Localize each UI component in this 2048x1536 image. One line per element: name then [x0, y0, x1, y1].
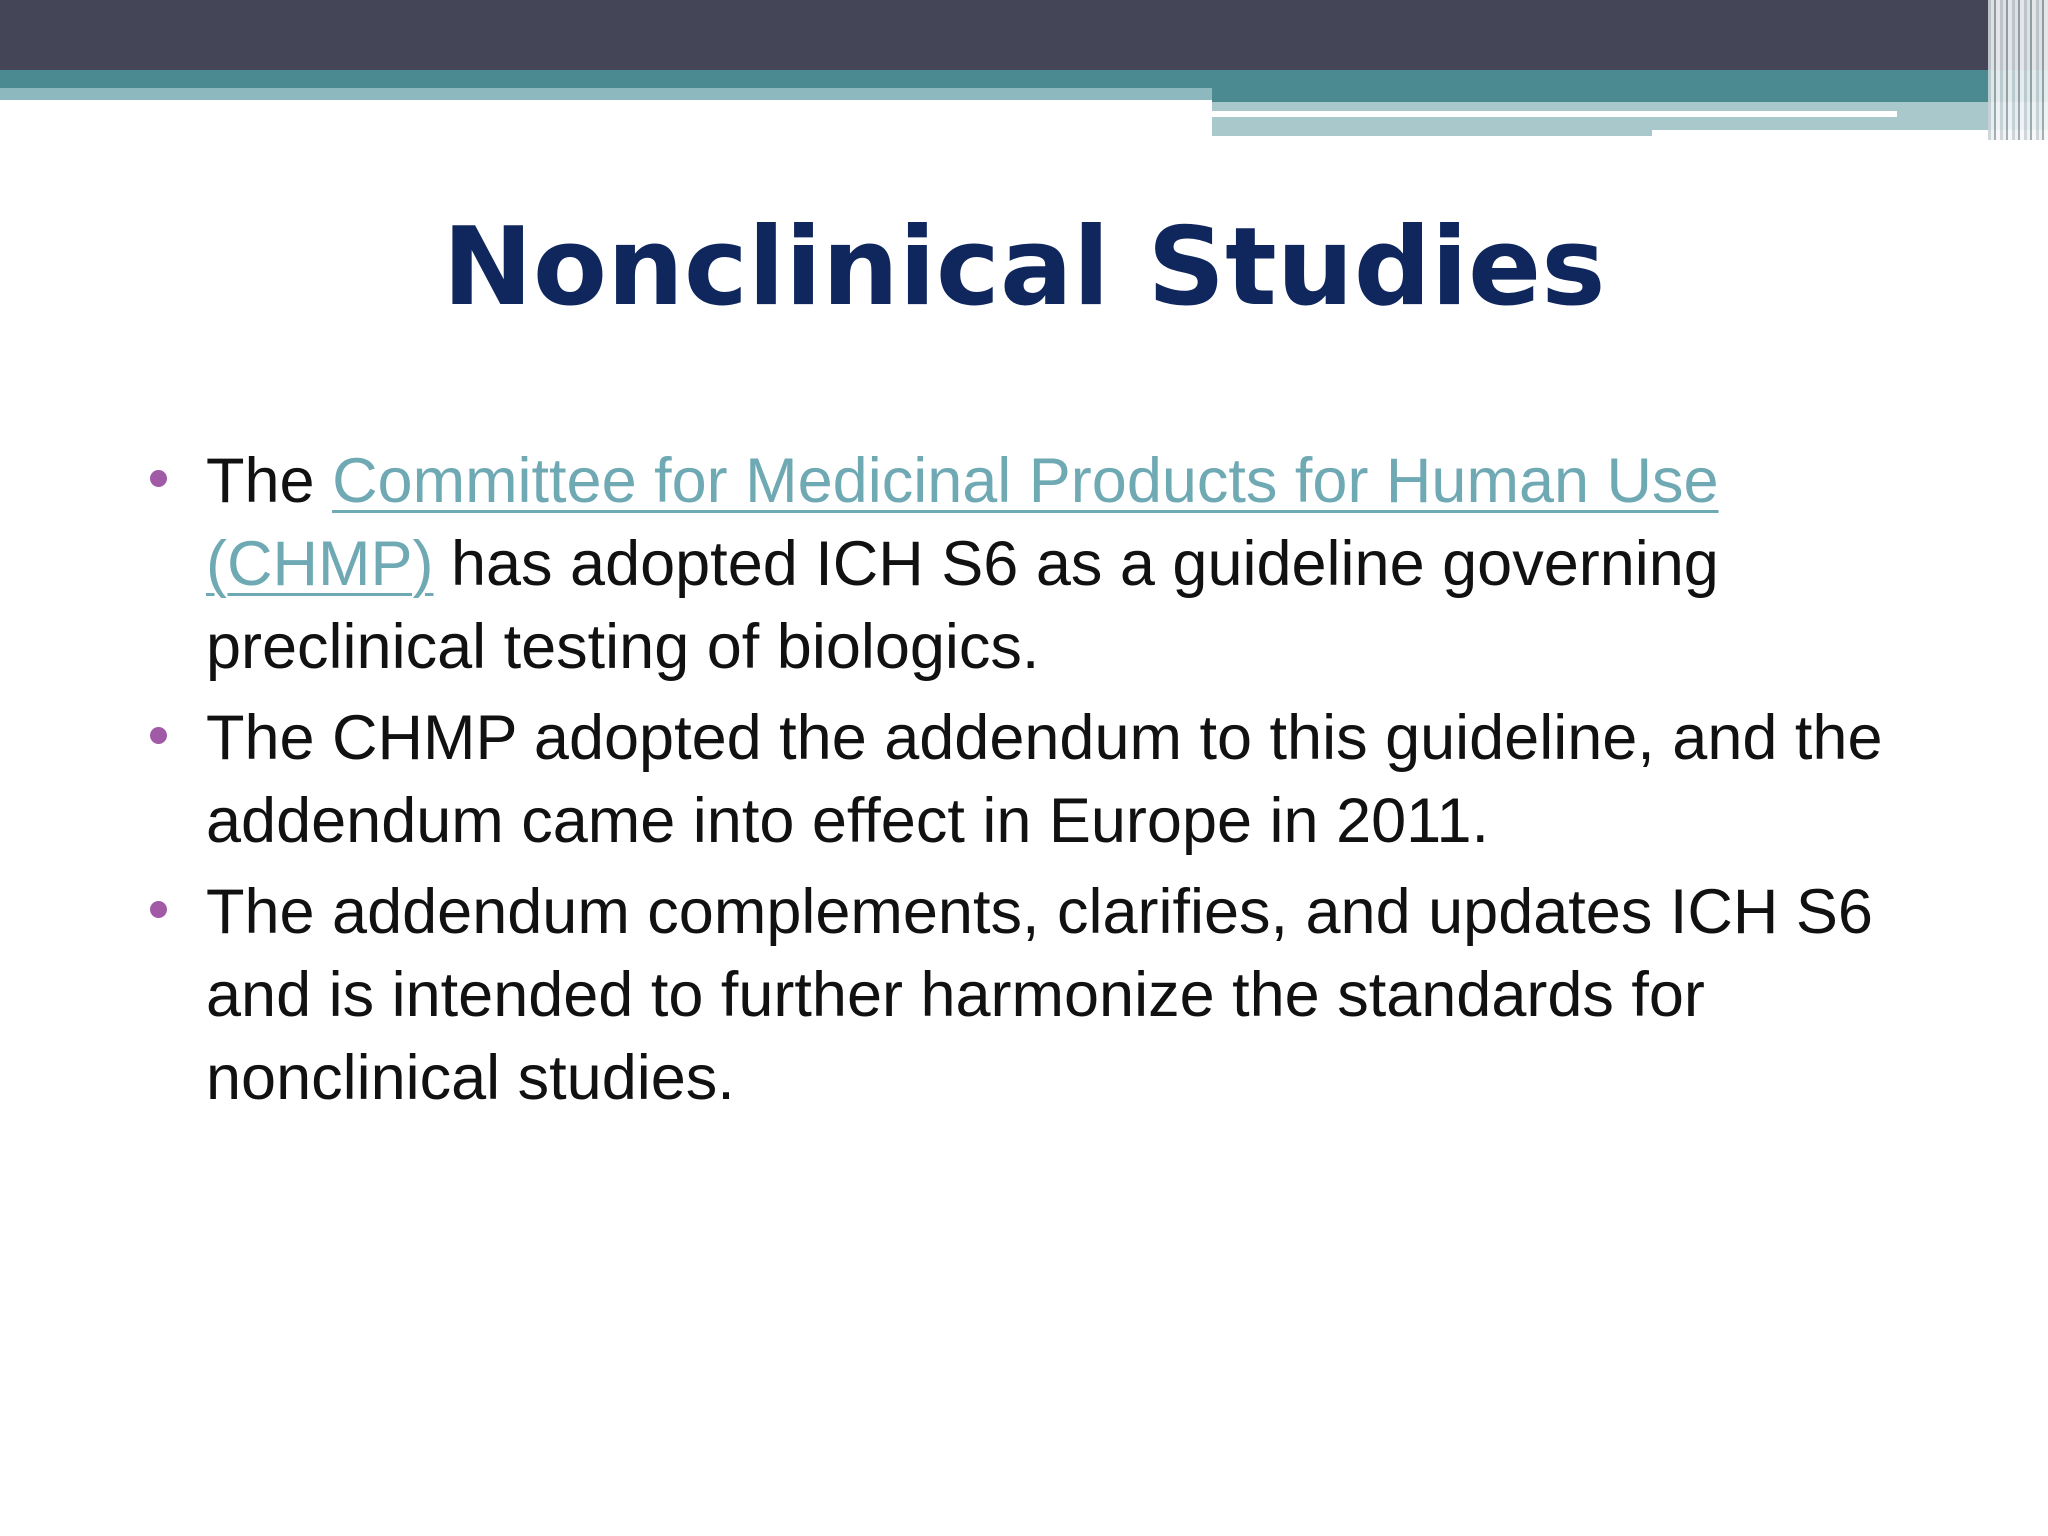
bullet-3-text: The addendum complements, clarifies, and updates ICH S6 and is intended to further harmonize the standards for nonclinical studies. — [206, 877, 1873, 1113]
bullet-item-2 — [150, 697, 1930, 863]
slide-title: Nonclinical Studies — [442, 205, 1606, 330]
bullet-item-1 — [150, 440, 1930, 689]
bullet-icon — [150, 901, 167, 918]
header-band-teal — [0, 70, 2048, 88]
bullet-icon — [150, 727, 167, 744]
bullet-list — [150, 440, 1930, 1128]
bullet-1-prefix: The — [206, 446, 333, 516]
bullet-1-suffix: has adopted ICH S6 as a guideline governing preclinical testing of biologics. — [206, 529, 1719, 682]
bullet-icon — [150, 470, 167, 487]
header-band-teal-light — [0, 88, 1212, 100]
bullet-item-3 — [150, 871, 1930, 1120]
header-line-white — [1212, 111, 1897, 117]
header-band-right-teal — [1212, 88, 2048, 102]
header-stripes — [1988, 0, 2048, 140]
header-band-dark — [0, 0, 2048, 70]
chmp-link[interactable]: Committee for Medicinal Products for Human Use (CHMP) — [206, 446, 1719, 599]
bullet-2-text: The CHMP adopted the addendum to this guideline, and the addendum came into effect in Europe in 2011. — [206, 703, 1883, 856]
